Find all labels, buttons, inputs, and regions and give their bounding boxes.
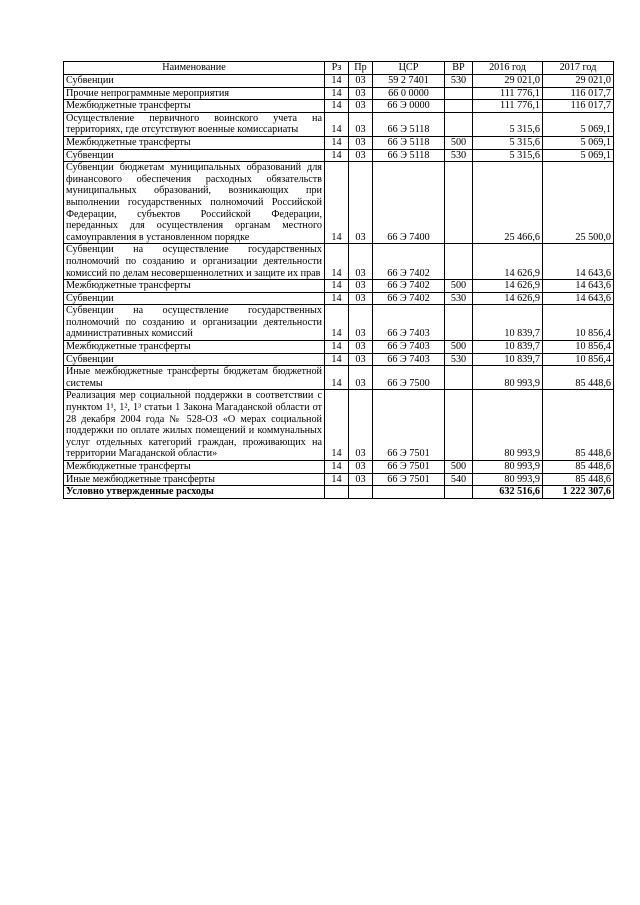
cell-2017: 5 069,1 (543, 136, 614, 149)
cell-name: Осуществление первичного воинского учета на территориях, где отсутствуют военные комиссариаты (64, 112, 325, 136)
cell-2016: 14 626,9 (473, 292, 543, 305)
cell-rz: 14 (325, 305, 349, 341)
cell-vr: 530 (445, 149, 473, 162)
cell-rz: 14 (325, 162, 349, 244)
table-row (64, 341, 614, 354)
cell-pr: 03 (349, 473, 373, 486)
cell-rz: 14 (325, 473, 349, 486)
cell-rz: 14 (325, 353, 349, 366)
table-row (64, 353, 614, 366)
cell-2016: 632 516,6 (473, 486, 543, 499)
cell-csr: 66 Э 7400 (373, 162, 445, 244)
cell-pr: 03 (349, 292, 373, 305)
table-row (64, 305, 614, 341)
cell-2017: 14 643,6 (543, 244, 614, 280)
cell-name: Межбюджетные трансферты (64, 461, 325, 474)
table-header-row (64, 62, 614, 75)
cell-2017: 14 643,6 (543, 292, 614, 305)
table-row (64, 461, 614, 474)
cell-csr: 59 2 7401 (373, 75, 445, 88)
cell-csr: 66 Э 7403 (373, 353, 445, 366)
header-name: Наименование (64, 62, 325, 75)
cell-2017: 1 222 307,6 (543, 486, 614, 499)
cell-vr: 530 (445, 292, 473, 305)
cell-vr: 500 (445, 461, 473, 474)
table-row (64, 162, 614, 244)
table-row (64, 244, 614, 280)
cell-vr (445, 390, 473, 461)
table-row (64, 112, 614, 136)
cell-vr (445, 366, 473, 390)
cell-name: Субвенции (64, 149, 325, 162)
cell-name: Реализация мер социальной поддержки в соответствии с пунктом 1¹, 1², 1³ статьи 1 Закона Магаданской области от 28 декабря 2004 года № 528-ОЗ «О мерах социальной поддержки по оплате жилых помещений и коммунальных услуг отдельных категорий граждан, проживающих на территории Магаданской области» (64, 390, 325, 461)
cell-2017: 5 069,1 (543, 149, 614, 162)
cell-2017: 25 500,0 (543, 162, 614, 244)
cell-2016: 10 839,7 (473, 353, 543, 366)
cell-pr: 03 (349, 353, 373, 366)
cell-vr (445, 162, 473, 244)
cell-2016: 80 993,9 (473, 461, 543, 474)
cell-vr: 540 (445, 473, 473, 486)
cell-name: Межбюджетные трансферты (64, 280, 325, 293)
cell-vr: 500 (445, 136, 473, 149)
cell-vr (445, 100, 473, 113)
table-row (64, 366, 614, 390)
table-body (64, 75, 614, 499)
cell-pr: 03 (349, 87, 373, 100)
cell-csr: 66 Э 7402 (373, 244, 445, 280)
cell-vr (445, 112, 473, 136)
header-2017: 2017 год (543, 62, 614, 75)
cell-pr: 03 (349, 280, 373, 293)
cell-rz: 14 (325, 87, 349, 100)
document-page (63, 61, 613, 499)
cell-vr: 530 (445, 75, 473, 88)
cell-pr: 03 (349, 390, 373, 461)
cell-2017: 85 448,6 (543, 473, 614, 486)
header-2016: 2016 год (473, 62, 543, 75)
cell-rz: 14 (325, 149, 349, 162)
cell-csr: 66 Э 7402 (373, 292, 445, 305)
cell-csr: 66 Э 7403 (373, 341, 445, 354)
cell-rz: 14 (325, 341, 349, 354)
cell-vr (445, 87, 473, 100)
cell-pr: 03 (349, 461, 373, 474)
cell-csr: 66 Э 5118 (373, 112, 445, 136)
cell-2016: 25 466,6 (473, 162, 543, 244)
cell-pr: 03 (349, 366, 373, 390)
cell-csr: 66 Э 7403 (373, 305, 445, 341)
cell-name: Межбюджетные трансферты (64, 136, 325, 149)
cell-name: Субвенции на осуществление государственных полномочий по созданию и организации деятельности комиссий по делам несовершеннолетних и защите их прав (64, 244, 325, 280)
cell-csr (373, 486, 445, 499)
table-row (64, 390, 614, 461)
cell-2016: 29 021,0 (473, 75, 543, 88)
cell-vr (445, 486, 473, 499)
table-row (64, 149, 614, 162)
table-row (64, 100, 614, 113)
cell-2017: 29 021,0 (543, 75, 614, 88)
cell-rz: 14 (325, 136, 349, 149)
cell-pr: 03 (349, 244, 373, 280)
cell-2016: 80 993,9 (473, 473, 543, 486)
cell-2017: 85 448,6 (543, 390, 614, 461)
cell-name: Иные межбюджетные трансферты (64, 473, 325, 486)
table-row (64, 486, 614, 499)
cell-2016: 10 839,7 (473, 341, 543, 354)
cell-2017: 10 856,4 (543, 341, 614, 354)
table-row (64, 136, 614, 149)
cell-csr: 66 0 0000 (373, 87, 445, 100)
cell-csr: 66 Э 0000 (373, 100, 445, 113)
cell-2017: 85 448,6 (543, 461, 614, 474)
cell-2016: 14 626,9 (473, 280, 543, 293)
budget-table (63, 61, 614, 499)
cell-csr: 66 Э 7500 (373, 366, 445, 390)
cell-rz: 14 (325, 112, 349, 136)
cell-name: Субвенции бюджетам муниципальных образований для финансового обеспечения расходных обязательств муниципальных образований, возникающих при выполнении государственных полномочий Российской Федерации, субъектов Российской Федерации, переданных для осуществления органам местного самоуправления в установленном порядке (64, 162, 325, 244)
cell-vr: 500 (445, 280, 473, 293)
cell-csr: 66 Э 5118 (373, 136, 445, 149)
cell-2016: 80 993,9 (473, 390, 543, 461)
header-vr: ВР (445, 62, 473, 75)
cell-rz: 14 (325, 366, 349, 390)
cell-name: Субвенции (64, 292, 325, 305)
cell-pr: 03 (349, 305, 373, 341)
cell-pr: 03 (349, 100, 373, 113)
cell-rz: 14 (325, 292, 349, 305)
cell-csr: 66 Э 5118 (373, 149, 445, 162)
cell-pr (349, 486, 373, 499)
cell-2016: 5 315,6 (473, 112, 543, 136)
cell-name: Субвенции (64, 75, 325, 88)
header-csr: ЦСР (373, 62, 445, 75)
table-row (64, 473, 614, 486)
cell-2017: 10 856,4 (543, 305, 614, 341)
cell-rz: 14 (325, 461, 349, 474)
table-row (64, 280, 614, 293)
cell-name: Субвенции на осуществление государственных полномочий по созданию и организации деятельности административных комиссий (64, 305, 325, 341)
cell-pr: 03 (349, 149, 373, 162)
header-rz: Рз (325, 62, 349, 75)
cell-name: Субвенции (64, 353, 325, 366)
table-row (64, 87, 614, 100)
cell-2016: 10 839,7 (473, 305, 543, 341)
cell-2017: 14 643,6 (543, 280, 614, 293)
cell-name: Условно утвержденные расходы (64, 486, 325, 499)
cell-2016: 111 776,1 (473, 87, 543, 100)
cell-rz: 14 (325, 244, 349, 280)
table-row (64, 75, 614, 88)
cell-2016: 80 993,9 (473, 366, 543, 390)
cell-rz: 14 (325, 390, 349, 461)
cell-vr: 500 (445, 341, 473, 354)
cell-rz: 14 (325, 75, 349, 88)
cell-rz: 14 (325, 280, 349, 293)
cell-csr: 66 Э 7501 (373, 390, 445, 461)
cell-pr: 03 (349, 75, 373, 88)
cell-2016: 111 776,1 (473, 100, 543, 113)
cell-csr: 66 Э 7501 (373, 473, 445, 486)
cell-name: Прочие непрограммные мероприятия (64, 87, 325, 100)
cell-vr: 530 (445, 353, 473, 366)
cell-rz (325, 486, 349, 499)
table-row (64, 292, 614, 305)
cell-pr: 03 (349, 112, 373, 136)
cell-rz: 14 (325, 100, 349, 113)
cell-2017: 10 856,4 (543, 353, 614, 366)
cell-2017: 116 017,7 (543, 87, 614, 100)
cell-pr: 03 (349, 162, 373, 244)
cell-vr (445, 244, 473, 280)
cell-2016: 14 626,9 (473, 244, 543, 280)
cell-vr (445, 305, 473, 341)
header-pr: Пр (349, 62, 373, 75)
cell-2016: 5 315,6 (473, 136, 543, 149)
cell-name: Межбюджетные трансферты (64, 100, 325, 113)
cell-csr: 66 Э 7501 (373, 461, 445, 474)
cell-2016: 5 315,6 (473, 149, 543, 162)
cell-csr: 66 Э 7402 (373, 280, 445, 293)
cell-pr: 03 (349, 136, 373, 149)
cell-2017: 5 069,1 (543, 112, 614, 136)
cell-name: Межбюджетные трансферты (64, 341, 325, 354)
cell-pr: 03 (349, 341, 373, 354)
cell-2017: 85 448,6 (543, 366, 614, 390)
cell-2017: 116 017,7 (543, 100, 614, 113)
cell-name: Иные межбюджетные трансферты бюджетам бюджетной системы (64, 366, 325, 390)
